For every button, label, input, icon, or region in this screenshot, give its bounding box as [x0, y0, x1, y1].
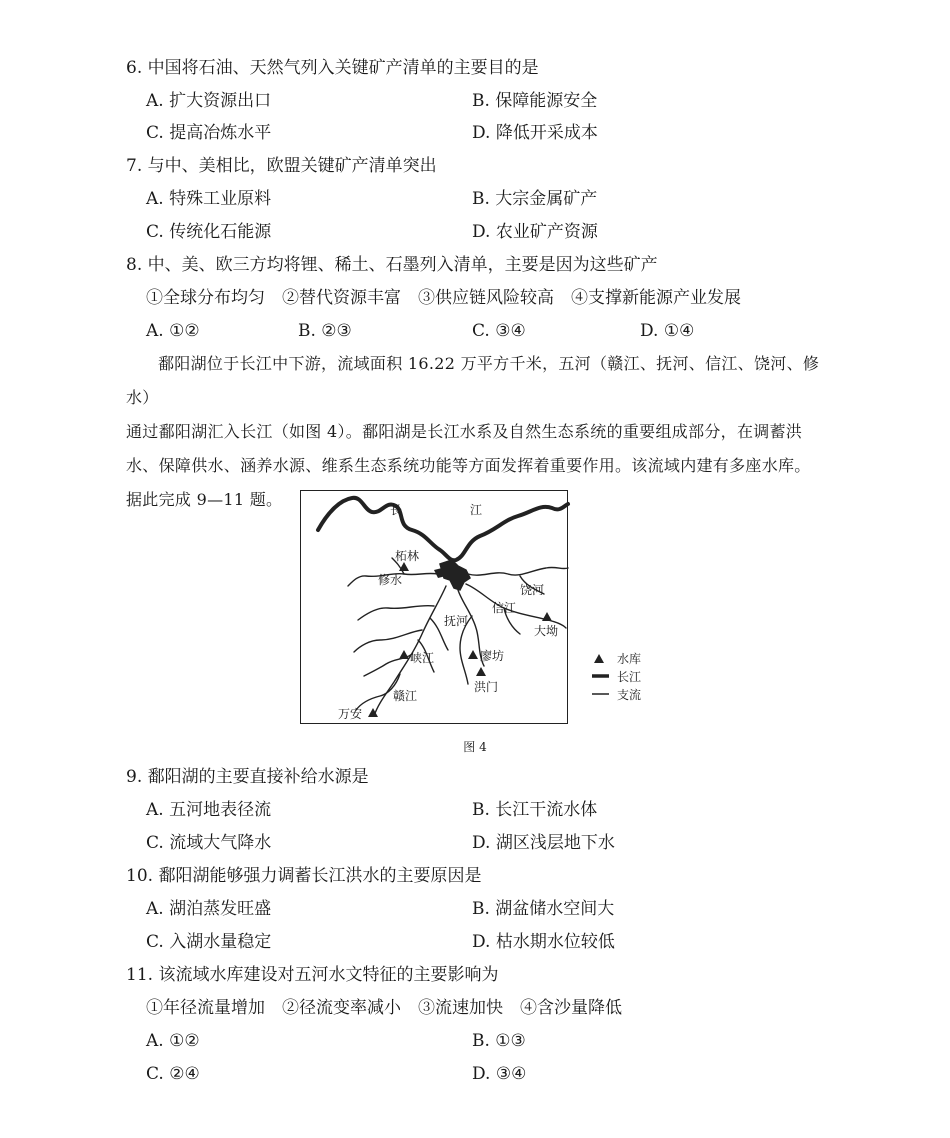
legend-tributary: 支流 — [617, 688, 642, 702]
legend-reservoir: 水库 — [617, 652, 642, 666]
question-8-stem: 8. 中、美、欧三方均将锂、稀土、石墨列入清单，主要是因为这些矿产 — [126, 255, 658, 275]
yangtze-river — [318, 498, 568, 561]
xiajiang-reservoir-icon — [399, 650, 409, 659]
question-10-stem: 10. 鄱阳湖能够强力调蓄长江洪水的主要原因是 — [126, 866, 482, 886]
map-svg — [300, 490, 652, 728]
ganjiang-branch-2 — [354, 630, 422, 652]
label-xiajiang: 峡江 — [410, 651, 435, 665]
liaofang-reservoir-icon — [468, 650, 478, 659]
q11-option-b: B. ①③ — [472, 1031, 526, 1051]
figure-caption: 图 4 — [463, 740, 487, 754]
passage-line-1: 鄱阳湖位于长江中下游，流域面积 16.22 万平方千米，五河（赣江、抚河、信江、饶河、修水） — [126, 354, 820, 407]
q8-option-c: C. ③④ — [472, 321, 526, 341]
poyang-lake-map — [300, 490, 652, 728]
q6-option-b: B. 保障能源安全 — [472, 91, 598, 111]
label-liaofang: 廖坊 — [480, 649, 505, 663]
label-ganjiang: 赣江 — [393, 689, 418, 703]
label-fuhe: 抚河 — [444, 614, 469, 628]
q11-option-c: C. ②④ — [146, 1064, 200, 1084]
q8-option-b: B. ②③ — [298, 321, 352, 341]
q11-items: ①年径流量增加 ②径流变率减小 ③流速加快 ④含沙量降低 — [146, 998, 622, 1018]
label-xinjiang: 信江 — [492, 601, 517, 615]
q6-option-c: C. 提高冶炼水平 — [146, 123, 272, 143]
label-hongmen: 洪门 — [474, 680, 499, 694]
q7-option-a: A. 特殊工业原料 — [146, 189, 272, 209]
q10-option-c: C. 入湖水量稳定 — [146, 932, 272, 952]
q6-option-a: A. 扩大资源出口 — [146, 91, 272, 111]
q8-items: ①全球分布均匀 ②替代资源丰富 ③供应链风险较高 ④支撑新能源产业发展 — [146, 288, 741, 308]
label-dayong: 大坳 — [534, 624, 559, 638]
hongmen-reservoir-icon — [476, 667, 486, 676]
q8-option-d: D. ①④ — [640, 321, 695, 341]
q7-option-d: D. 农业矿产资源 — [472, 222, 598, 242]
label-zhelin: 柘林 — [395, 549, 420, 563]
q10-option-a: A. 湖泊蒸发旺盛 — [146, 899, 272, 919]
q9-option-b: B. 长江干流水体 — [472, 800, 598, 820]
dayong-reservoir-icon — [542, 612, 552, 621]
q7-option-c: C. 传统化石能源 — [146, 222, 272, 242]
passage-line-3: 水、保障供水、涵养水源、维系生态系统功能等方面发挥着重要作用。该流域内建有多座水库。 — [126, 456, 811, 475]
question-9-stem: 9. 鄱阳湖的主要直接补给水源是 — [126, 767, 369, 787]
map-legend — [592, 651, 641, 702]
zhelin-reservoir-icon — [399, 562, 409, 571]
label-chang: 长 — [390, 503, 403, 517]
q10-option-b: B. 湖盆储水空间大 — [472, 899, 615, 919]
q9-option-c: C. 流域大气降水 — [146, 833, 272, 853]
label-raohe: 饶河 — [520, 583, 545, 597]
label-wanan: 万安 — [338, 707, 363, 721]
passage-line-2: 通过鄱阳湖汇入长江（如图 4）。鄱阳湖是长江水系及自然生态系统的重要组成部分，在调蓄洪 — [126, 422, 803, 441]
legend-yangtze: 长江 — [617, 670, 642, 684]
passage-line-4: 据此完成 9—11 题。 — [126, 490, 283, 509]
q10-option-d: D. 枯水期水位较低 — [472, 932, 615, 952]
q8-option-a: A. ①② — [146, 321, 200, 341]
q9-option-d: D. 湖区浅层地下水 — [472, 833, 615, 853]
raohe-river — [468, 567, 568, 575]
ganjiang-branch-1 — [358, 606, 434, 620]
q11-option-a: A. ①② — [146, 1031, 200, 1051]
q9-option-a: A. 五河地表径流 — [146, 800, 272, 820]
label-xiushui: 修水 — [378, 573, 403, 587]
label-jiang: 江 — [470, 503, 483, 517]
q6-option-d: D. 降低开采成本 — [472, 123, 598, 143]
legend-reservoir-icon — [594, 654, 604, 663]
q11-option-d: D. ③④ — [472, 1064, 527, 1084]
q7-option-b: B. 大宗金属矿产 — [472, 189, 598, 209]
question-11-stem: 11. 该流域水库建设对五河水文特征的主要影响为 — [126, 965, 499, 985]
question-7-stem: 7. 与中、美相比，欧盟关键矿产清单突出 — [126, 156, 437, 176]
question-6-stem: 6. 中国将石油、天然气列入关键矿产清单的主要目的是 — [126, 58, 539, 78]
